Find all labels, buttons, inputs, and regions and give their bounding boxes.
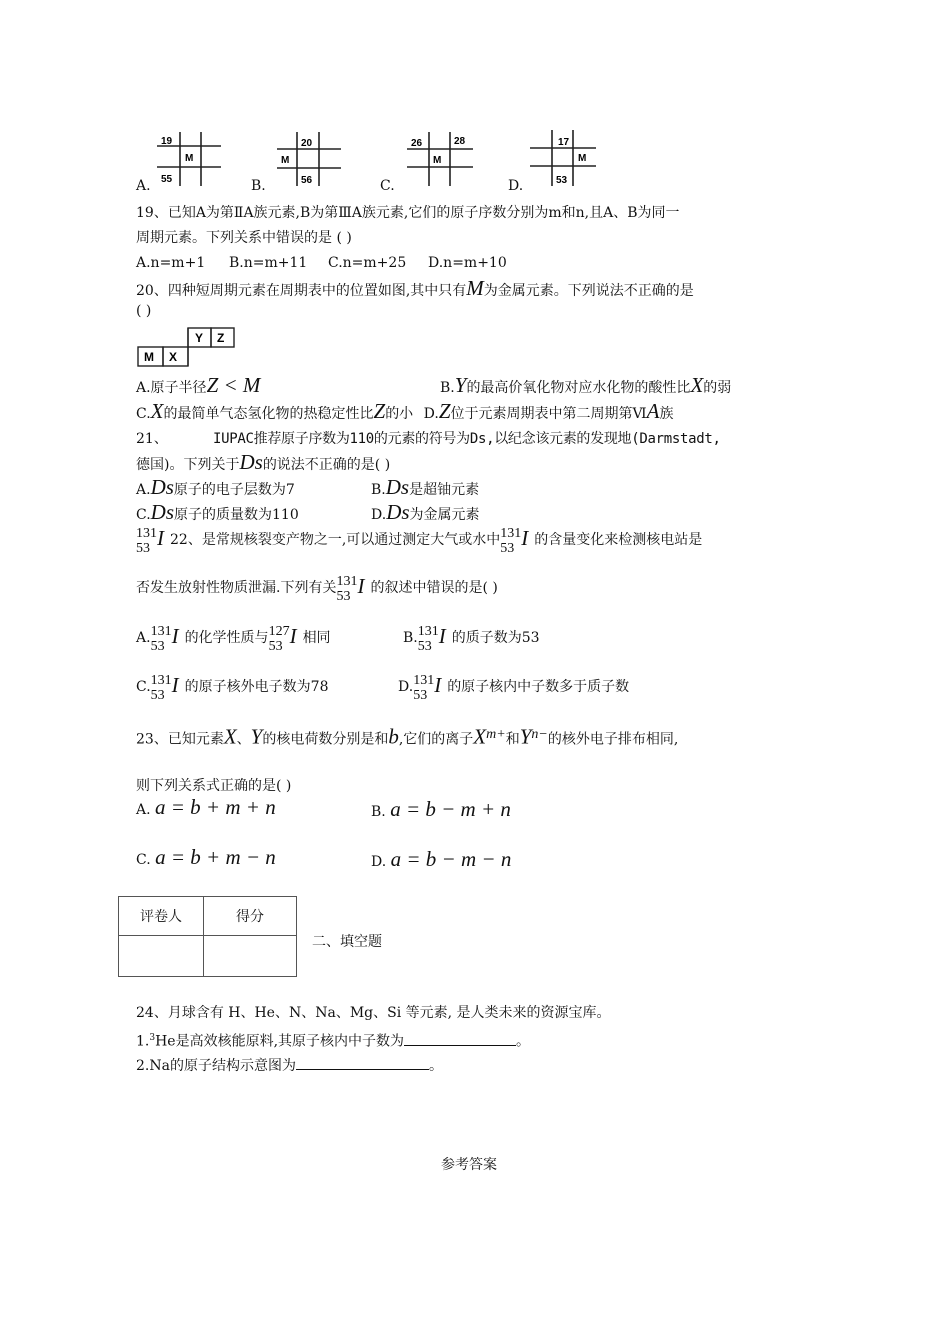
q18-b-cell-mid: M bbox=[281, 155, 290, 166]
q18-a-cell-bottom: 55 bbox=[161, 174, 173, 185]
q20-options-c-d bbox=[136, 401, 673, 424]
q19-option-d: D.n=m+10 bbox=[428, 255, 507, 271]
q20-option-c: C.X的最简单气态氢化物的热稳定性比Z的小 bbox=[136, 399, 414, 423]
q20-cell-y: Y bbox=[195, 331, 204, 345]
score-table bbox=[118, 896, 297, 977]
q20-symbol-m: M bbox=[466, 276, 484, 300]
q18-c-cell-right: 28 bbox=[454, 136, 466, 147]
answer-heading: 参考答案 bbox=[441, 1157, 497, 1173]
q23-stem-line1: 23、已知元素X、Y的核电荷数分别是和b,它们的离子$X^{m+}$和$Y^{n-}$的核外电子排布相同, bbox=[136, 724, 679, 749]
q23-option-a: A. a = b + m + n bbox=[136, 795, 276, 819]
q20-option-b: B.Y的最高价氧化物对应水化物的酸性比X的弱 bbox=[440, 373, 732, 397]
q20-cell-z: Z bbox=[217, 331, 225, 345]
grader-cell[interactable] bbox=[119, 936, 204, 977]
q20-cell-m: M bbox=[144, 350, 154, 364]
score-cell[interactable] bbox=[204, 936, 297, 977]
q18-option-c-diagram bbox=[405, 130, 475, 188]
q24-stem: 24、月球含有 H、He、N、Na、Mg、Si 等元素, 是人类未来的资源宝库。 bbox=[136, 1005, 611, 1021]
q21-symbol-ds: Ds bbox=[239, 450, 263, 474]
q18-c-cell-left: 26 bbox=[411, 138, 423, 149]
q21-stem-line2: 德国)。下列关于Ds的说法不正确的是( ) bbox=[136, 450, 391, 474]
q18-option-b-diagram bbox=[275, 130, 343, 188]
grader-header: 评卷人 bbox=[119, 897, 204, 936]
q24-blank-2[interactable] bbox=[296, 1053, 429, 1070]
q20-option-a: A.原子半径Z < M bbox=[136, 373, 261, 397]
q22-option-a: A. 131 53 I 的化学性质与 127 53 I 相同 bbox=[136, 624, 331, 654]
score-header: 得分 bbox=[204, 897, 297, 936]
q21-option-a: A.Ds原子的电子层数为7 bbox=[136, 475, 295, 499]
q20-stem-line2: ( ) bbox=[136, 303, 152, 319]
q19-option-a: A.n=m+1 bbox=[136, 255, 206, 271]
q19-option-c: C.n=m+25 bbox=[328, 255, 407, 271]
q18-a-cell-top: 19 bbox=[161, 136, 173, 147]
q20-position-table bbox=[136, 326, 238, 368]
q18-a-cell-mid: M bbox=[185, 153, 194, 164]
q18-b-cell-bottom: 56 bbox=[301, 175, 313, 186]
q18-option-d-diagram bbox=[528, 128, 598, 188]
q22-option-b: B. 131 53 I 的质子数为53 bbox=[403, 624, 540, 654]
q23-stem-line2: 则下列关系式正确的是( ) bbox=[136, 778, 292, 794]
q18-option-c-label: C. bbox=[380, 178, 395, 194]
q19-stem-line1: 19、已知A为第ⅡA族元素,B为第ⅢA族元素,它们的原子序数分别为m和n,且A、B为同一 bbox=[136, 205, 680, 221]
q22-stem-line1: 131 53 I 22、是常规核裂变产物之一,可以通过测定大气或水中 131 53 I 的含量变化来检测核电站是 bbox=[136, 526, 703, 556]
section-heading-fill-in: 二、填空题 bbox=[312, 934, 382, 950]
q19-stem-line2: 周期元素。下列关系中错误的是 ( ) bbox=[136, 230, 352, 246]
q23-option-d: D. a = b − m − n bbox=[371, 847, 512, 871]
q18-option-b-label: B. bbox=[251, 178, 266, 194]
q20-cell-x: X bbox=[169, 350, 178, 364]
q18-d-cell-mid: M bbox=[578, 153, 587, 164]
q21-stem-line1: IUPAC推荐原子序数为110的元素的符号为Ds,以纪念该元素的发现地(Darmstadt, bbox=[213, 431, 721, 447]
q19-option-b: B.n=m+11 bbox=[229, 255, 308, 271]
q20-stem-line1: 20、四种短周期元素在周期表中的位置如图,其中只有M为金属元素。下列说法不正确的是 bbox=[136, 276, 694, 300]
q21-option-c: C.Ds原子的质量数为110 bbox=[136, 500, 299, 524]
q18-d-cell-top: 17 bbox=[558, 137, 570, 148]
q22-option-c: C. 131 53 I 的原子核外电子数为78 bbox=[136, 673, 329, 703]
q18-option-d-label: D. bbox=[508, 178, 524, 194]
q23-option-c: C. a = b + m − n bbox=[136, 845, 276, 869]
q18-b-cell-top: 20 bbox=[301, 138, 313, 149]
q21-option-b: B.Ds是超铀元素 bbox=[371, 475, 480, 499]
q22-isotope-i131: 131 53 I bbox=[136, 526, 164, 556]
q18-d-cell-bottom: 53 bbox=[556, 175, 568, 186]
q18-option-a-label: A. bbox=[136, 178, 151, 194]
q21-option-d: D.Ds为金属元素 bbox=[371, 500, 480, 524]
q22-stem-line2: 否发生放射性物质泄漏.下列有关 131 53 I 的叙述中错误的是( ) bbox=[136, 574, 498, 604]
q18-option-a-diagram bbox=[155, 130, 223, 188]
q23-option-b: B. a = b − m + n bbox=[371, 797, 511, 821]
q21-number: 21、 bbox=[136, 431, 168, 447]
q24-blank-1[interactable] bbox=[404, 1029, 516, 1046]
q24-sub2: 2.Na的原子结构示意图为 。 bbox=[136, 1053, 443, 1076]
q24-sub1: 1.$^3$He是高效核能原料,其原子核内中子数为 。 bbox=[136, 1028, 530, 1052]
q20-option-d: D.Z位于元素周期表中第二周期第ⅥA族 bbox=[423, 399, 674, 423]
q22-option-d: D. 131 53 I 的原子核内中子数多于质子数 bbox=[398, 673, 630, 703]
q18-c-cell-mid: M bbox=[433, 155, 442, 166]
